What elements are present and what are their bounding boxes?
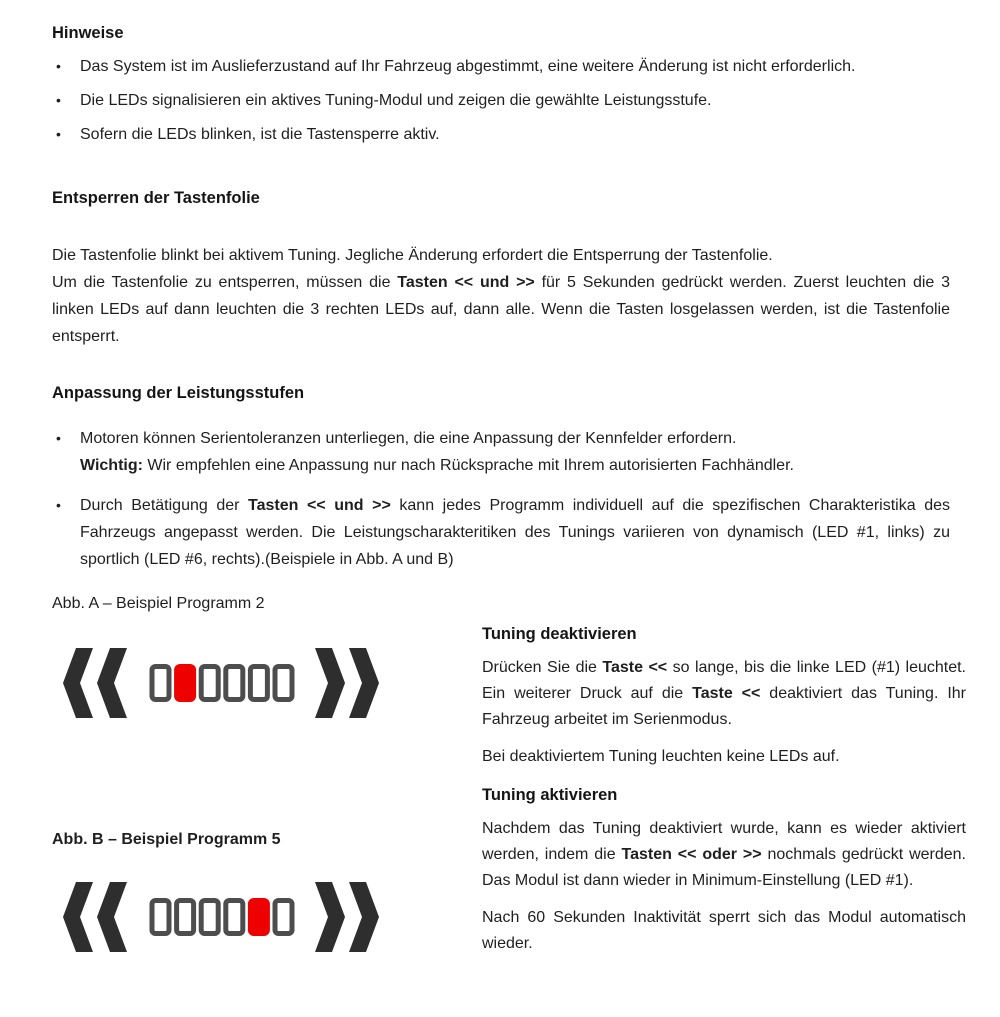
section-title-anpassung: Anpassung der Leistungsstufen	[52, 384, 305, 402]
paragraph	[482, 655, 966, 733]
double-chevron-left-icon	[63, 648, 93, 718]
text-segment: Motoren können Serientoleranzen unterliegen, die eine Anpassung der Kennfelder erfordern.	[80, 430, 737, 447]
text-segment: so lange, bis die linke LED (#1) leuchtet. Ein weiterer Druck auf die	[482, 659, 967, 702]
text-segment: nochmals gedrückt werden. Das Modul ist dann wieder in Minimum-Einstellung (LED #1).	[482, 846, 966, 889]
figure-b-caption: Abb. B – Beispiel Programm 5	[52, 831, 281, 848]
led-inactive	[201, 667, 218, 700]
bullet-text	[80, 492, 950, 573]
bullet-icon: •	[56, 126, 61, 142]
led-inactive	[226, 667, 243, 700]
paragraph: Bei deaktiviertem Tuning leuchten keine LEDs auf.	[482, 748, 840, 765]
figure-a-led-graphic	[63, 647, 379, 724]
led-inactive	[275, 667, 292, 700]
led-active	[250, 901, 267, 934]
bullet-text	[80, 425, 950, 479]
led-inactive	[152, 901, 169, 934]
section-title-entsperren: Entsperren der Tastenfolie	[52, 189, 260, 207]
led-inactive	[226, 901, 243, 934]
led-active	[177, 667, 194, 700]
spacer	[52, 155, 965, 189]
text-segment: Durch Betätigung der	[80, 497, 249, 514]
text-segment: kann jedes Programm individuell auf die spezifischen Charakteristika des Fahrzeugs angepasst werden. Die Leistungscharakteritiken des Tunings variieren von dynamisch (LED #1, links) zu sportlich (LED #6, rechts).(Beispiele in Abb. A und B)	[80, 497, 950, 568]
section-title-hinweise: Hinweise	[52, 24, 124, 42]
double-chevron-right-icon	[349, 648, 379, 718]
double-chevron-right-icon	[315, 882, 345, 952]
spacer	[52, 413, 950, 425]
bullet-text: Sofern die LEDs blinken, ist die Tastensperre aktiv.	[80, 126, 440, 143]
double-chevron-left-icon	[97, 882, 127, 952]
figure-area	[52, 587, 965, 1017]
bullet-item	[52, 121, 950, 148]
figure-a-caption: Abb. A – Beispiel Programm 2	[52, 595, 265, 612]
double-chevron-right-icon	[315, 648, 345, 718]
bullet-item	[52, 425, 950, 479]
bold-text: Tasten << oder >>	[621, 846, 762, 863]
text-segment: Um die Tastenfolie zu entsperren, müssen die	[52, 274, 398, 291]
text-segment: Wir empfehlen eine Anpassung nur nach Rücksprache mit Ihrem autorisierten Fachhändler.	[142, 457, 794, 474]
led-display-graphic	[63, 647, 379, 719]
led-display-graphic	[63, 881, 379, 953]
text-segment: für 5 Sekunden gedrückt werden. Zuerst leuchten die 3 linken LEDs auf dann leuchten die 3 rechten LEDs auf, dann alle. Wenn die Tasten losgelassen werden, ist die Tastenfolie entsperrt.	[52, 274, 951, 345]
led-inactive	[177, 901, 194, 934]
figure-b-led-graphic	[63, 881, 379, 958]
bold-text: Taste <<	[692, 685, 761, 702]
section-hinweise	[52, 24, 950, 148]
led-inactive	[275, 901, 292, 934]
bold-text: Wichtig:	[80, 457, 143, 474]
led-inactive	[201, 901, 218, 934]
double-chevron-left-icon	[63, 882, 93, 952]
bold-text: Taste <<	[602, 659, 668, 676]
section-entsperren	[52, 189, 950, 350]
led-inactive	[250, 667, 267, 700]
double-chevron-left-icon	[97, 648, 127, 718]
bullet-icon: •	[56, 430, 61, 446]
text-segment: Nachdem das Tuning deaktiviert wurde, kann es wieder aktiviert werden, indem die	[482, 820, 966, 863]
bullet-text: Das System ist im Auslieferzustand auf Ihr Fahrzeug abgestimmt, eine weitere Änderung ist nicht erforderlich.	[80, 58, 856, 75]
paragraph	[52, 269, 950, 350]
spacer	[52, 218, 950, 242]
paragraph	[482, 816, 966, 894]
bullet-icon: •	[56, 92, 61, 108]
bullet-icon: •	[56, 58, 61, 74]
paragraph: Die Tastenfolie blinkt bei aktivem Tuning. Jegliche Änderung erfordert die Entsperrung der Tastenfolie.	[52, 247, 773, 264]
bold-text: Tasten << und >>	[397, 274, 535, 291]
led-inactive	[152, 667, 169, 700]
right-column	[482, 625, 966, 968]
paragraph: Nach 60 Sekunden Inaktivität sperrt sich das Modul automatisch wieder.	[482, 909, 966, 952]
spacer	[52, 350, 965, 384]
bullet-item	[52, 492, 950, 573]
bold-text: Tasten << und >>	[248, 497, 391, 514]
double-chevron-right-icon	[349, 882, 379, 952]
bullet-item	[52, 87, 950, 114]
heading-tuning-deaktivieren: Tuning deaktivieren	[482, 625, 637, 643]
bullet-item	[52, 53, 950, 80]
bullet-text: Die LEDs signalisieren ein aktives Tuning-Modul und zeigen die gewählte Leistungsstufe.	[80, 92, 712, 109]
text-segment: Drücken Sie die	[482, 659, 603, 676]
section-anpassung	[52, 384, 950, 573]
heading-tuning-aktivieren: Tuning aktivieren	[482, 786, 618, 804]
text-segment: deaktiviert das Tuning. Ihr Fahrzeug arbeitet im Serienmodus.	[482, 685, 966, 728]
bullet-icon: •	[56, 497, 61, 513]
